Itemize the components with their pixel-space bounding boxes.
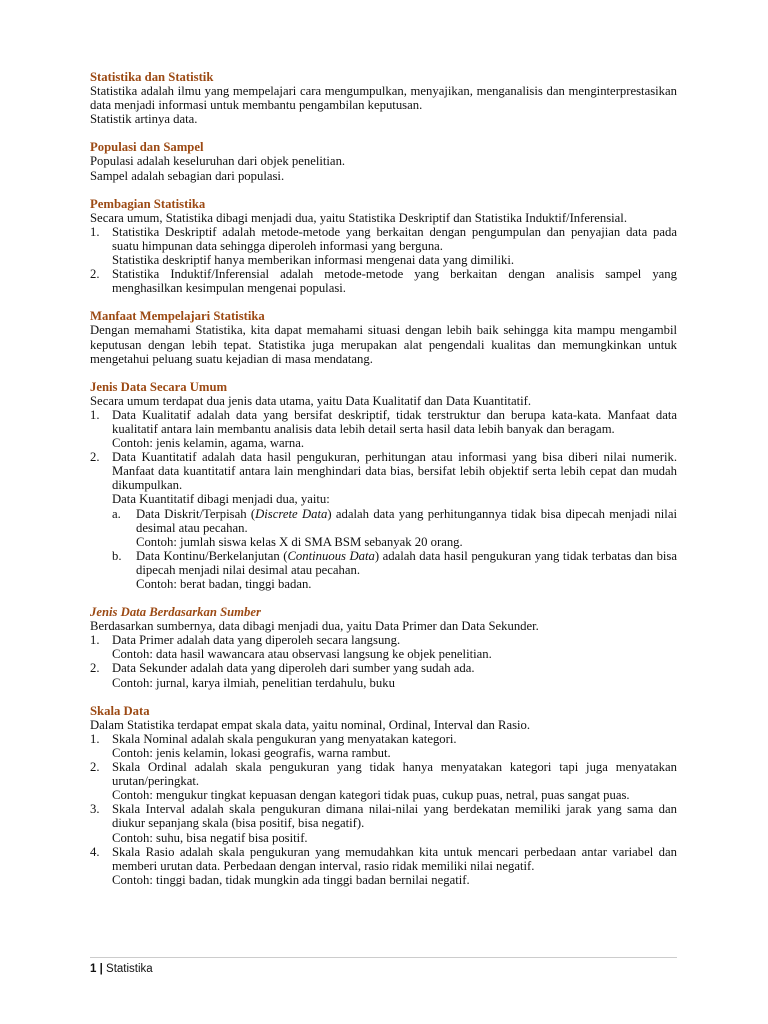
list-number: 2.: [90, 450, 100, 465]
list-item: [90, 845, 677, 887]
paragraph: Populasi adalah keseluruhan dari objek penelitian.: [90, 154, 346, 169]
term-italic: Continuous Data: [287, 548, 375, 563]
paragraph: Dalam Statistika terdapat empat skala data, yaitu nominal, Ordinal, Interval dan Rasio.: [90, 717, 531, 732]
list-item-text: Skala Interval adalah skala pengukuran dimana nilai-nilai yang berdekatan memiliki jarak yang sama dan diukur sepanjang skala (bisa positif, bisa negatif).: [112, 802, 677, 831]
list-item: [90, 408, 677, 450]
example-text: Contoh: tinggi badan, tidak mungkin ada tinggi badan bernilai negatif.: [112, 872, 470, 887]
list-item-text-post: ) adalah data hasil pengukuran yang tidak terbatas dan bisa dipecah menjadi nilai desimal atau pecahan.: [136, 548, 678, 577]
example-text: Contoh: jurnal, karya ilmiah, penelitian terdahulu, buku: [112, 675, 395, 690]
list-number: 3.: [90, 802, 100, 817]
list-number: 1.: [90, 731, 100, 746]
list-item: [90, 760, 677, 802]
heading-populasi: Populasi dan Sampel: [90, 140, 204, 155]
example-text: Contoh: jenis kelamin, agama, warna.: [112, 436, 305, 451]
list-item-text: Data Kualitatif adalah data yang bersifat deskriptif, tidak terstruktur dan berupa kata-kata. Manfaat data kualitatif antara lain membantu analisis data lebih detail serta hasil data lebih banyak dan beragam.: [112, 407, 677, 436]
list-item-text: Data Sekunder adalah data yang diperoleh dari sumber yang sudah ada.: [112, 661, 475, 676]
paragraph: Secara umum, Statistika dibagi menjadi dua, yaitu Statistika Deskriptif dan Statistika Induktif/Inferensial.: [90, 210, 627, 225]
term-italic: Discrete Data: [255, 506, 328, 521]
footer-separator: |: [99, 963, 103, 975]
list-item: [90, 633, 677, 661]
paragraph: Berdasarkan sumbernya, data dibagi menjadi dua, yaitu Data Primer dan Data Sekunder.: [90, 619, 539, 634]
section-skala: [90, 704, 677, 887]
example-text: Contoh: berat badan, tinggi badan.: [136, 577, 312, 591]
list-number: 2.: [90, 661, 100, 676]
list-number: 2.: [90, 760, 100, 775]
example-text: Contoh: mengukur tingkat kepuasan dengan kategori tidak puas, cukup puas, netral, puas sangat puas.: [112, 788, 630, 803]
page-number: 1: [90, 963, 97, 975]
list-item-text: Data Primer adalah data yang diperoleh secara langsung.: [112, 633, 401, 648]
sub-intro: Data Kuantitatif dibagi menjadi dua, yaitu:: [112, 492, 330, 507]
list-item: [112, 507, 677, 549]
list-item-text: Statistika Deskriptif adalah metode-metode yang berkaitan dengan pengumpulan dan penyajian data pada suatu himpunan data sehingga diperoleh informasi yang berguna.: [112, 224, 677, 253]
example-text: Contoh: data hasil wawancara atau observasi langsung ke objek penelitian.: [112, 647, 492, 662]
footer-title: Statistika: [106, 963, 153, 975]
heading-jenis-umum: Jenis Data Secara Umum: [90, 379, 228, 394]
list-item: [90, 661, 677, 689]
section-pembagian: [90, 197, 677, 296]
numbered-list: [90, 633, 677, 689]
list-item-extra: Statistika deskriptif hanya memberikan informasi mengenai data yang dimiliki.: [112, 253, 515, 268]
numbered-list: [90, 225, 677, 295]
numbered-list: [90, 732, 677, 887]
example-text: Contoh: jumlah siswa kelas X di SMA BSM sebanyak 20 orang.: [136, 534, 463, 549]
paragraph: Statistika adalah ilmu yang mempelajari cara mengumpulkan, menyajikan, menganalisis dan menginterprestasikan data menjadi informasi untuk membantu pengambilan keputusan.: [90, 84, 677, 113]
paragraph: Dengan memahami Statistika, kita dapat memahami situasi dengan lebih baik sehingga kita mampu mengambil keputusan dengan lebih tepat. Statistika juga merupakan alat pengendali kualitas dan memungkinkan untuk mengetahui peluang suatu kejadian di masa mendatang.: [90, 323, 677, 366]
heading-pembagian: Pembagian Statistika: [90, 196, 206, 211]
list-item: [90, 267, 677, 295]
example-text: Contoh: jenis kelamin, lokasi geografis, warna rambut.: [112, 745, 391, 760]
list-letter: b.: [112, 548, 122, 563]
section-populasi: [90, 140, 677, 182]
list-item: [112, 549, 677, 591]
paragraph: Secara umum terdapat dua jenis data utama, yaitu Data Kualitatif dan Data Kuantitatif.: [90, 393, 532, 408]
paragraph: Sampel adalah sebagian dari populasi.: [90, 168, 285, 183]
example-text: Contoh: suhu, bisa negatif bisa positif.: [112, 830, 308, 845]
list-item: [90, 225, 677, 267]
list-item-text: Statistika Induktif/Inferensial adalah metode-metode yang berkaitan dengan analisis sampel yang menghasilkan kesimpulan mengenai populasi.: [112, 267, 677, 296]
list-item-text: Data Kuantitatif adalah data hasil pengukuran, perhitungan atau informasi yang bisa diberi nilai numerik. Manfaat data kuantitatif antara lain menghindari data bias, bersifat lebih objektif serta lebih cepat dan mudah dikumpulkan.: [112, 450, 677, 493]
list-item-text-pre: Data Diskrit/Terpisah (: [136, 506, 256, 521]
heading-manfaat: Manfaat Mempelajari Statistika: [90, 309, 265, 324]
paragraph: Statistik artinya data.: [90, 112, 198, 127]
list-item-text: Skala Ordinal adalah skala pengukuran yang tidak hanya menyatakan kategori tapi juga menyatakan urutan/peringkat.: [112, 760, 677, 789]
heading-jenis-sumber: Jenis Data Berdasarkan Sumber: [90, 605, 261, 620]
footer-divider: [90, 957, 677, 958]
list-item: [90, 802, 677, 844]
list-number: 1.: [90, 407, 100, 422]
section-jenis-umum: [90, 380, 677, 591]
list-item: [90, 450, 677, 591]
lettered-list: [112, 507, 677, 592]
list-item-text-post: ) adalah data yang perhitungannya tidak bisa dipecah menjadi nilai desimal atau pecahan.: [136, 506, 677, 535]
list-number: 4.: [90, 844, 100, 859]
list-letter: a.: [112, 506, 121, 521]
section-statistika: [90, 70, 677, 126]
list-item-text-pre: Data Kontinu/Berkelanjutan (: [136, 548, 288, 563]
page-footer: [90, 962, 153, 976]
section-manfaat: [90, 309, 677, 365]
heading-statistika: Statistika dan Statistik: [90, 70, 214, 84]
section-jenis-sumber: [90, 605, 677, 690]
numbered-list: [90, 408, 677, 591]
list-item-text: Skala Rasio adalah skala pengukuran yang memudahkan kita untuk mencari perbedaan antar variabel dan memberi urutan data. Perbedaan dengan interval, rasio ridak memiliki nilai negatif.: [112, 844, 677, 873]
document-page: [90, 70, 677, 901]
list-item-text: Skala Nominal adalah skala pengukuran yang menyatakan kategori.: [112, 731, 457, 746]
list-item: [90, 732, 677, 760]
list-number: 1.: [90, 633, 100, 648]
list-number: 2.: [90, 267, 100, 282]
heading-skala: Skala Data: [90, 703, 150, 718]
list-number: 1.: [90, 224, 100, 239]
